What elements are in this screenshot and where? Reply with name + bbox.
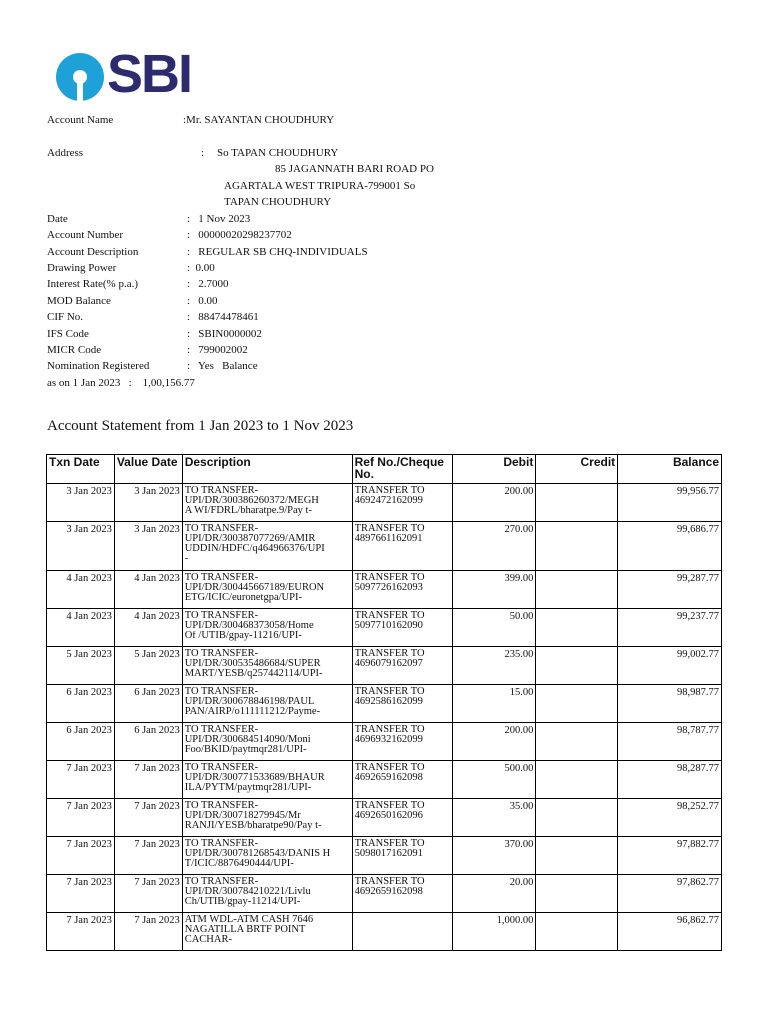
description-cell [182, 609, 352, 647]
credit-cell [536, 484, 618, 522]
credit-cell [536, 875, 618, 913]
ref-cell [352, 799, 452, 837]
col-header-credit: Credit [536, 455, 618, 484]
description-cell-line: UDDIN/HDFC/q464966376/UPI [184, 544, 325, 554]
ref-cell-line: 5098017162091 [354, 849, 423, 859]
description-cell-line: TO TRANSFER- [184, 611, 259, 621]
table-row [47, 723, 722, 761]
description-cell-line: TO TRANSFER- [184, 877, 259, 887]
description-cell-line: Ch/UTIB/gpay-11214/UPI- [184, 897, 301, 907]
mod-balance-label: MOD Balance [47, 295, 111, 307]
col-header-description: Description [182, 455, 352, 484]
date-label: Date [47, 213, 68, 225]
txn-date-cell: 7 Jan 2023 [47, 837, 115, 875]
account-description-label: Account Description [47, 246, 139, 258]
description-cell-line: MART/YESB/q257442114/UPI- [184, 669, 323, 679]
value-date-cell: 4 Jan 2023 [114, 609, 182, 647]
col-header-balance: Balance [618, 455, 722, 484]
description-cell-line: UPI/DR/300535486684/SUPER [184, 659, 321, 669]
description-cell-line: UPI/DR/300784210221/Livlu [184, 887, 311, 897]
col-header-ref-no: Ref No./Cheque No. [352, 455, 452, 484]
description-cell-line: CACHAR- [184, 935, 232, 945]
description-cell-line: UPI/DR/300678846198/PAUL [184, 697, 315, 707]
ref-cell [352, 647, 452, 685]
description-cell-line: TO TRANSFER- [184, 687, 259, 697]
col-header-value-date: Value Date [114, 455, 182, 484]
credit-cell [536, 571, 618, 609]
table-row [47, 522, 722, 571]
account-number-label: Account Number [47, 229, 124, 241]
statement-title: Account Statement from 1 Jan 2023 to 1 Nov 2023 [47, 418, 354, 434]
ref-cell-line: TRANSFER TO [354, 801, 425, 811]
ref-cell-line: 4692659162098 [354, 773, 423, 783]
drawing-power-value: : 0.00 [187, 262, 215, 274]
micr-code-label: MICR Code [47, 344, 102, 356]
balance-cell: 99,287.77 [618, 571, 722, 609]
ref-cell [352, 609, 452, 647]
micr-code-value: : 799002002 [187, 344, 248, 356]
debit-cell: 35.00 [452, 799, 536, 837]
table-row [47, 913, 722, 951]
table-row [47, 799, 722, 837]
ref-cell-line: 4696079162097 [354, 659, 423, 669]
ref-cell-line: TRANSFER TO [354, 611, 425, 621]
table-header-row [47, 455, 722, 484]
balance-cell: 98,252.77 [618, 799, 722, 837]
description-cell-line: TO TRANSFER- [184, 573, 259, 583]
col-header-debit: Debit [452, 455, 536, 484]
sbi-logo-text: SBI [107, 44, 192, 104]
value-date-cell: 7 Jan 2023 [114, 875, 182, 913]
ref-cell-line: TRANSFER TO [354, 839, 425, 849]
value-date-cell: 6 Jan 2023 [114, 685, 182, 723]
value-date-cell: 7 Jan 2023 [114, 913, 182, 951]
txn-date-cell: 7 Jan 2023 [47, 913, 115, 951]
balance-cell: 99,237.77 [618, 609, 722, 647]
description-cell [182, 723, 352, 761]
value-date-cell: 3 Jan 2023 [114, 522, 182, 571]
ref-cell [352, 761, 452, 799]
description-cell-line: TO TRANSFER- [184, 486, 259, 496]
description-cell-line: UPI/DR/300684514090/Moni [184, 735, 311, 745]
table-row [47, 484, 722, 522]
ref-cell-line: 4692659162098 [354, 887, 423, 897]
mod-balance-value: : 0.00 [187, 295, 218, 307]
balance-as-on: as on 1 Jan 2023 : 1,00,156.77 [47, 377, 195, 389]
account-description-value: : REGULAR SB CHQ-INDIVIDUALS [187, 246, 368, 258]
debit-cell: 500.00 [452, 761, 536, 799]
description-cell-line: ETG/ICIC/euronetgpa/UPI- [184, 593, 302, 603]
debit-cell: 370.00 [452, 837, 536, 875]
ref-cell-line: 5097726162093 [354, 583, 423, 593]
description-cell-line: RANJI/YESB/bharatpe90/Pay t- [184, 821, 322, 831]
address-line-4: TAPAN CHOUDHURY [224, 196, 332, 208]
description-cell-line: TO TRANSFER- [184, 524, 259, 534]
description-cell-line: A WI/FDRL/bharatpe.9/Pay t- [184, 506, 312, 516]
drawing-power-label: Drawing Power [47, 262, 117, 274]
address-line-1: So TAPAN CHOUDHURY [217, 147, 339, 159]
ref-cell-line: 4696932162099 [354, 735, 423, 745]
table-row [47, 609, 722, 647]
value-date-cell: 4 Jan 2023 [114, 571, 182, 609]
description-cell-line: UPI/DR/300386260372/MEGH [184, 496, 319, 506]
txn-date-cell: 7 Jan 2023 [47, 761, 115, 799]
description-cell-line: UPI/DR/300445667189/EURON [184, 583, 325, 593]
description-cell [182, 647, 352, 685]
value-date-cell: 7 Jan 2023 [114, 837, 182, 875]
credit-cell [536, 913, 618, 951]
balance-cell: 98,987.77 [618, 685, 722, 723]
value-date-cell: 3 Jan 2023 [114, 484, 182, 522]
credit-cell [536, 761, 618, 799]
interest-rate-label: Interest Rate(% p.a.) [47, 278, 139, 290]
description-cell-line: ATM WDL-ATM CASH 7646 [184, 915, 314, 925]
ref-cell [352, 913, 452, 951]
credit-cell [536, 685, 618, 723]
description-cell-line: PAN/AIRP/o111111212/Payme- [184, 707, 321, 717]
credit-cell [536, 522, 618, 571]
value-date-cell: 7 Jan 2023 [114, 761, 182, 799]
description-cell-line: TO TRANSFER- [184, 801, 259, 811]
description-cell [182, 685, 352, 723]
ref-cell-line: TRANSFER TO [354, 725, 425, 735]
description-cell-line: T/ICIC/8876490444/UPI- [184, 859, 294, 869]
table-row [47, 875, 722, 913]
ref-cell [352, 522, 452, 571]
txn-date-cell: 5 Jan 2023 [47, 647, 115, 685]
description-cell [182, 571, 352, 609]
cif-value: : 88474478461 [187, 311, 259, 323]
nomination-label: Nomination Registered [47, 360, 150, 372]
balance-cell: 98,787.77 [618, 723, 722, 761]
ref-cell-line: 4897661162091 [354, 534, 423, 544]
address-colon: : [201, 147, 205, 159]
description-cell-line: TO TRANSFER- [184, 725, 259, 735]
date-value: : 1 Nov 2023 [187, 213, 251, 225]
description-cell-line: Foo/BKID/paytmqr281/UPI- [184, 745, 307, 755]
debit-cell: 20.00 [452, 875, 536, 913]
ref-cell-line: TRANSFER TO [354, 687, 425, 697]
txn-date-cell: 3 Jan 2023 [47, 484, 115, 522]
col-header-txn-date: Txn Date [47, 455, 115, 484]
transactions-table [46, 454, 722, 951]
balance-cell: 97,882.77 [618, 837, 722, 875]
debit-cell: 200.00 [452, 723, 536, 761]
balance-cell: 99,002.77 [618, 647, 722, 685]
table-row [47, 761, 722, 799]
credit-cell [536, 647, 618, 685]
ref-cell-line: 4692472162099 [354, 496, 423, 506]
ref-cell-line: TRANSFER TO [354, 573, 425, 583]
debit-cell: 200.00 [452, 484, 536, 522]
description-cell-line: UPI/DR/300771533689/BHAUR [184, 773, 325, 783]
ref-cell-line: TRANSFER TO [354, 877, 425, 887]
value-date-cell: 7 Jan 2023 [114, 799, 182, 837]
debit-cell: 15.00 [452, 685, 536, 723]
balance-cell: 99,686.77 [618, 522, 722, 571]
description-cell-line: TO TRANSFER- [184, 839, 259, 849]
ref-cell [352, 875, 452, 913]
table-row [47, 647, 722, 685]
description-cell-line: NAGATILLA BRTF POINT [184, 925, 306, 935]
ref-cell-line: 4692650162096 [354, 811, 423, 821]
table-row [47, 837, 722, 875]
debit-cell: 50.00 [452, 609, 536, 647]
debit-cell: 270.00 [452, 522, 536, 571]
ref-cell [352, 685, 452, 723]
table-row [47, 685, 722, 723]
debit-cell: 235.00 [452, 647, 536, 685]
ifs-code-value: : SBIN0000002 [187, 328, 262, 340]
interest-rate-value: : 2.7000 [187, 278, 229, 290]
ref-cell [352, 484, 452, 522]
description-cell [182, 522, 352, 571]
description-cell-line: TO TRANSFER- [184, 649, 259, 659]
description-cell-line: ILA/PYTM/paytmqr281/UPI- [184, 783, 312, 793]
txn-date-cell: 4 Jan 2023 [47, 571, 115, 609]
table-row [47, 571, 722, 609]
cif-label: CIF No. [47, 311, 84, 323]
ref-cell-line: 5097710162090 [354, 621, 423, 631]
ref-cell-line: TRANSFER TO [354, 763, 425, 773]
txn-date-cell: 4 Jan 2023 [47, 609, 115, 647]
debit-cell: 399.00 [452, 571, 536, 609]
description-cell [182, 484, 352, 522]
txn-date-cell: 7 Jan 2023 [47, 799, 115, 837]
nomination-value: : Yes Balance [187, 360, 258, 372]
value-date-cell: 5 Jan 2023 [114, 647, 182, 685]
debit-cell: 1,000.00 [452, 913, 536, 951]
balance-cell: 96,862.77 [618, 913, 722, 951]
ref-cell [352, 723, 452, 761]
txn-date-cell: 7 Jan 2023 [47, 875, 115, 913]
ref-cell-line: TRANSFER TO [354, 524, 425, 534]
credit-cell [536, 837, 618, 875]
txn-date-cell: 3 Jan 2023 [47, 522, 115, 571]
description-cell [182, 875, 352, 913]
txn-date-cell: 6 Jan 2023 [47, 685, 115, 723]
ref-cell-line: TRANSFER TO [354, 486, 425, 496]
account-number-value: : 00000020298237702 [187, 229, 292, 241]
address-line-3: AGARTALA WEST TRIPURA-799001 So [224, 180, 416, 192]
description-cell-line: Of /UTIB/gpay-11216/UPI- [184, 631, 302, 641]
address-line-2: 85 JAGANNATH BARI ROAD PO [275, 163, 434, 175]
ref-cell-line: TRANSFER TO [354, 649, 425, 659]
credit-cell [536, 723, 618, 761]
description-cell-line: UPI/DR/300718279945/Mr [184, 811, 301, 821]
description-cell [182, 837, 352, 875]
balance-cell: 99,956.77 [618, 484, 722, 522]
ref-cell-line: 4692586162099 [354, 697, 423, 707]
description-cell [182, 761, 352, 799]
ref-cell [352, 837, 452, 875]
sbi-keyhole-icon [55, 52, 105, 102]
ifs-code-label: IFS Code [47, 328, 89, 340]
balance-cell: 98,287.77 [618, 761, 722, 799]
balance-cell: 97,862.77 [618, 875, 722, 913]
transactions-body [47, 484, 722, 951]
description-cell-line: TO TRANSFER- [184, 763, 259, 773]
account-name-label: Account Name [47, 114, 114, 126]
description-cell [182, 799, 352, 837]
credit-cell [536, 609, 618, 647]
description-cell-line: UPI/DR/300781268543/DANIS H [184, 849, 331, 859]
ref-cell [352, 571, 452, 609]
description-cell-line: UPI/DR/300387077269/AMIR [184, 534, 316, 544]
description-cell-line: UPI/DR/300468373058/Home [184, 621, 314, 631]
txn-date-cell: 6 Jan 2023 [47, 723, 115, 761]
value-date-cell: 6 Jan 2023 [114, 723, 182, 761]
sbi-logo [55, 44, 201, 104]
description-cell [182, 913, 352, 951]
credit-cell [536, 799, 618, 837]
description-cell-line: - [184, 554, 189, 564]
address-label: Address [47, 147, 84, 159]
account-name-value: :Mr. SAYANTAN CHOUDHURY [183, 114, 335, 126]
